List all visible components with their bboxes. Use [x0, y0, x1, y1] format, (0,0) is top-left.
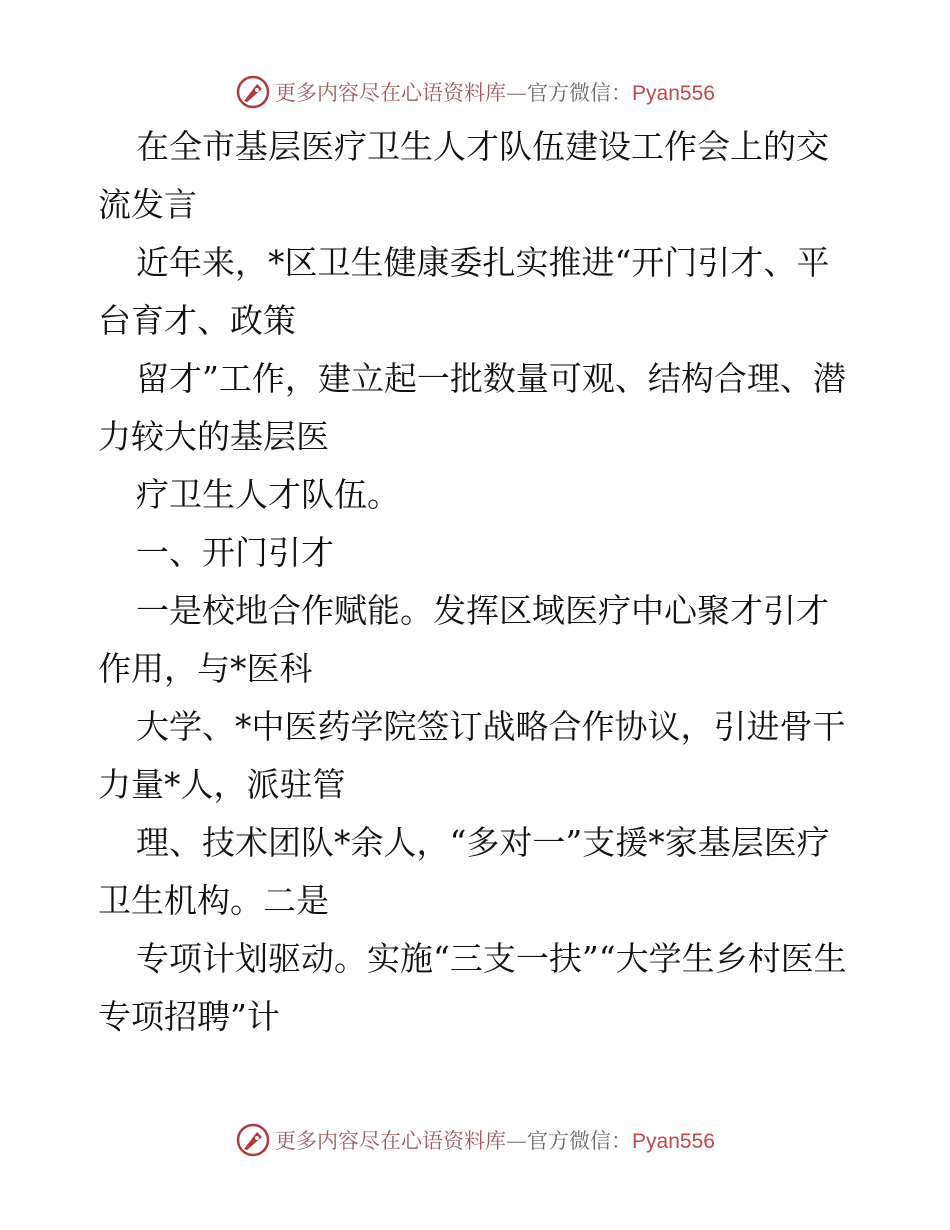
watermark-text: 更多内容尽在心语资料库—官方微信：Pyan556: [275, 81, 715, 105]
watermark-text: 更多内容尽在心语资料库—官方微信：Pyan556: [275, 1129, 715, 1153]
watermark-footer: [0, 1120, 950, 1160]
paragraph: 留才”工作，建立起一批数量可观、结构合理、潜力较大的基层医: [98, 359, 846, 456]
paragraph: 专项计划驱动。实施“三支一扶”“大学生乡村医生专项招聘”计: [98, 939, 847, 1036]
paragraph-title: 在全市基层医疗卫生人才队伍建设工作会上的交流发言: [98, 127, 829, 224]
section-heading: 一、开门引才: [136, 533, 334, 572]
paragraph: 近年来，*区卫生健康委扎实推进“开门引才、平台育才、政策: [98, 243, 830, 340]
watermark-header: [0, 72, 950, 112]
pen-nib-logo-icon: [235, 1122, 271, 1158]
paragraph: 大学、*中医药学院签订战略合作协议，引进骨干力量*人，派驻管: [98, 707, 846, 804]
paragraph: 疗卫生人才队伍。: [136, 475, 400, 514]
paragraph: 理、技术团队*余人，“多对一”支援*家基层医疗卫生机构。二是: [98, 823, 830, 920]
paragraph: 一是校地合作赋能。发挥区域医疗中心聚才引才作用，与*医科: [98, 591, 829, 688]
pen-nib-logo-icon: [235, 74, 271, 110]
document-body: [98, 118, 858, 1046]
